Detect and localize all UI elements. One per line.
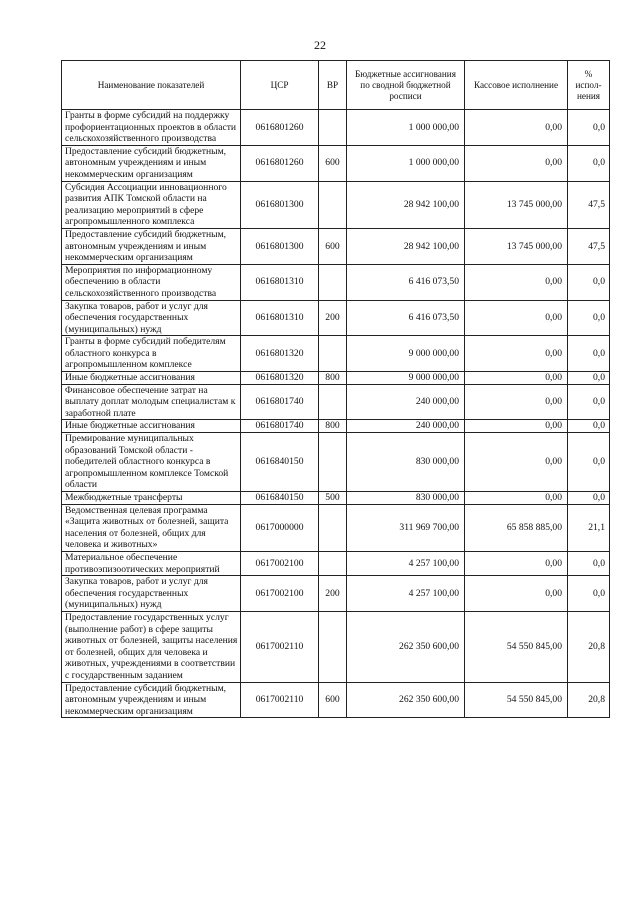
header-row — [62, 61, 610, 110]
row-vr: 800 — [319, 420, 347, 433]
table-row — [62, 372, 610, 385]
table-row — [62, 420, 610, 433]
row-name: Закупка товаров, работ и услуг для обеспечения государственных (муниципальных) нужд — [62, 576, 241, 612]
row-pct: 0,0 — [568, 551, 610, 575]
row-csr: 0616801320 — [241, 372, 319, 385]
row-name: Межбюджетные трансферты — [62, 492, 241, 505]
row-budget: 1 000 000,00 — [347, 110, 465, 146]
row-csr: 0617002110 — [241, 611, 319, 682]
row-cash: 13 745 000,00 — [465, 181, 568, 228]
row-name: Гранты в форме субсидий победителям областного конкурса в агропромышленном комплексе — [62, 336, 241, 372]
row-cash: 0,00 — [465, 551, 568, 575]
row-vr — [319, 504, 347, 551]
row-cash: 0,00 — [465, 336, 568, 372]
row-vr: 600 — [319, 682, 347, 718]
header-csr: ЦСР — [241, 61, 319, 110]
row-name: Финансовое обеспечение затрат на выплату доплат молодым специалистам к заработной плате — [62, 384, 241, 420]
page-number: 22 — [314, 38, 326, 52]
row-cash: 0,00 — [465, 264, 568, 300]
row-vr: 500 — [319, 492, 347, 505]
row-pct: 0,0 — [568, 372, 610, 385]
row-name: Мероприятия по информационному обеспечению в области сельскохозяйственного производства — [62, 264, 241, 300]
row-csr: 0616801300 — [241, 181, 319, 228]
row-cash: 54 550 845,00 — [465, 611, 568, 682]
header-name: Наименование показателей — [62, 61, 241, 110]
row-vr: 600 — [319, 145, 347, 181]
row-csr: 0616801740 — [241, 384, 319, 420]
row-csr: 0616801320 — [241, 336, 319, 372]
row-budget: 240 000,00 — [347, 384, 465, 420]
row-name: Материальное обеспечение противоэпизоотических мероприятий — [62, 551, 241, 575]
row-pct: 20,8 — [568, 611, 610, 682]
row-csr: 0616840150 — [241, 492, 319, 505]
row-name: Предоставление субсидий бюджетным, автономным учреждениям и иным некоммерческим организациям — [62, 228, 241, 264]
row-cash: 54 550 845,00 — [465, 682, 568, 718]
table-row — [62, 682, 610, 718]
table-row — [62, 492, 610, 505]
row-name: Субсидия Ассоциации инновационного развития АПК Томской области на реализацию мероприятий в сфере агропромышленного комплекса — [62, 181, 241, 228]
header-vr: ВР — [319, 61, 347, 110]
row-budget: 28 942 100,00 — [347, 228, 465, 264]
row-cash: 0,00 — [465, 492, 568, 505]
row-pct: 0,0 — [568, 336, 610, 372]
row-csr: 0617002100 — [241, 576, 319, 612]
row-name: Гранты в форме субсидий на поддержку профориентационных проектов в области сельскохозяйственного производства — [62, 110, 241, 146]
row-budget: 830 000,00 — [347, 433, 465, 492]
row-vr — [319, 110, 347, 146]
row-budget: 28 942 100,00 — [347, 181, 465, 228]
row-vr — [319, 551, 347, 575]
row-budget: 311 969 700,00 — [347, 504, 465, 551]
row-vr: 200 — [319, 576, 347, 612]
row-pct: 0,0 — [568, 492, 610, 505]
table-row — [62, 336, 610, 372]
table-row — [62, 264, 610, 300]
row-cash: 0,00 — [465, 145, 568, 181]
row-budget: 6 416 073,50 — [347, 300, 465, 336]
row-csr: 0616801310 — [241, 264, 319, 300]
row-name: Премирование муниципальных образований Томской области - победителей областного конкурса в агропромышленном комплексе Томской области — [62, 433, 241, 492]
row-budget: 262 350 600,00 — [347, 611, 465, 682]
row-name: Предоставление государственных услуг (выполнение работ) в сфере защиты животных от болезней, защиты населения от болезней, общих для человека и животных, учреждениями в соответствии с государственным заданием — [62, 611, 241, 682]
row-budget: 240 000,00 — [347, 420, 465, 433]
table-row — [62, 504, 610, 551]
row-name: Предоставление субсидий бюджетным, автономным учреждениям и иным некоммерческим организациям — [62, 145, 241, 181]
row-csr: 0616801740 — [241, 420, 319, 433]
row-name: Иные бюджетные ассигнования — [62, 372, 241, 385]
table-row — [62, 145, 610, 181]
table-row — [62, 433, 610, 492]
row-vr — [319, 336, 347, 372]
row-budget: 262 350 600,00 — [347, 682, 465, 718]
row-budget: 6 416 073,50 — [347, 264, 465, 300]
row-cash: 0,00 — [465, 110, 568, 146]
header-pct: % испол-нения — [568, 61, 610, 110]
row-pct: 0,0 — [568, 300, 610, 336]
row-cash: 0,00 — [465, 576, 568, 612]
row-cash: 0,00 — [465, 384, 568, 420]
row-pct: 47,5 — [568, 181, 610, 228]
row-csr: 0616840150 — [241, 433, 319, 492]
row-vr: 800 — [319, 372, 347, 385]
row-csr: 0617002100 — [241, 551, 319, 575]
row-budget: 9 000 000,00 — [347, 372, 465, 385]
row-budget: 4 257 100,00 — [347, 576, 465, 612]
row-csr: 0616801260 — [241, 110, 319, 146]
row-vr: 600 — [319, 228, 347, 264]
row-pct: 21,1 — [568, 504, 610, 551]
row-vr — [319, 384, 347, 420]
row-budget: 9 000 000,00 — [347, 336, 465, 372]
row-cash: 0,00 — [465, 433, 568, 492]
row-csr: 0617000000 — [241, 504, 319, 551]
table-row — [62, 300, 610, 336]
row-pct: 0,0 — [568, 576, 610, 612]
header-cash: Кассовое исполнение — [465, 61, 568, 110]
row-pct: 0,0 — [568, 420, 610, 433]
row-csr: 0616801260 — [241, 145, 319, 181]
row-name: Иные бюджетные ассигнования — [62, 420, 241, 433]
row-vr: 200 — [319, 300, 347, 336]
row-csr: 0616801300 — [241, 228, 319, 264]
table-row — [62, 110, 610, 146]
row-pct: 0,0 — [568, 264, 610, 300]
row-vr — [319, 433, 347, 492]
row-pct: 0,0 — [568, 384, 610, 420]
row-name: Ведомственная целевая программа «Защита животных от болезней, защита населения от болезней, общих для человека и животных» — [62, 504, 241, 551]
row-budget: 1 000 000,00 — [347, 145, 465, 181]
row-pct: 0,0 — [568, 110, 610, 146]
row-pct: 20,8 — [568, 682, 610, 718]
row-cash: 0,00 — [465, 300, 568, 336]
row-cash: 13 745 000,00 — [465, 228, 568, 264]
row-vr — [319, 611, 347, 682]
table-row — [62, 551, 610, 575]
table-row — [62, 228, 610, 264]
row-vr — [319, 181, 347, 228]
row-cash: 0,00 — [465, 420, 568, 433]
row-vr — [319, 264, 347, 300]
row-name: Закупка товаров, работ и услуг для обеспечения государственных (муниципальных) нужд — [62, 300, 241, 336]
row-pct: 0,0 — [568, 145, 610, 181]
table-row — [62, 611, 610, 682]
row-budget: 830 000,00 — [347, 492, 465, 505]
row-csr: 0616801310 — [241, 300, 319, 336]
row-pct: 0,0 — [568, 433, 610, 492]
table-row — [62, 576, 610, 612]
table-row — [62, 181, 610, 228]
row-budget: 4 257 100,00 — [347, 551, 465, 575]
row-cash: 65 858 885,00 — [465, 504, 568, 551]
row-pct: 47,5 — [568, 228, 610, 264]
row-name: Предоставление субсидий бюджетным, автономным учреждениям и иным некоммерческим организациям — [62, 682, 241, 718]
row-cash: 0,00 — [465, 372, 568, 385]
table-row — [62, 384, 610, 420]
budget-table — [61, 60, 610, 718]
row-csr: 0617002110 — [241, 682, 319, 718]
header-budget: Бюджетные ассигнования по сводной бюджетной росписи — [347, 61, 465, 110]
